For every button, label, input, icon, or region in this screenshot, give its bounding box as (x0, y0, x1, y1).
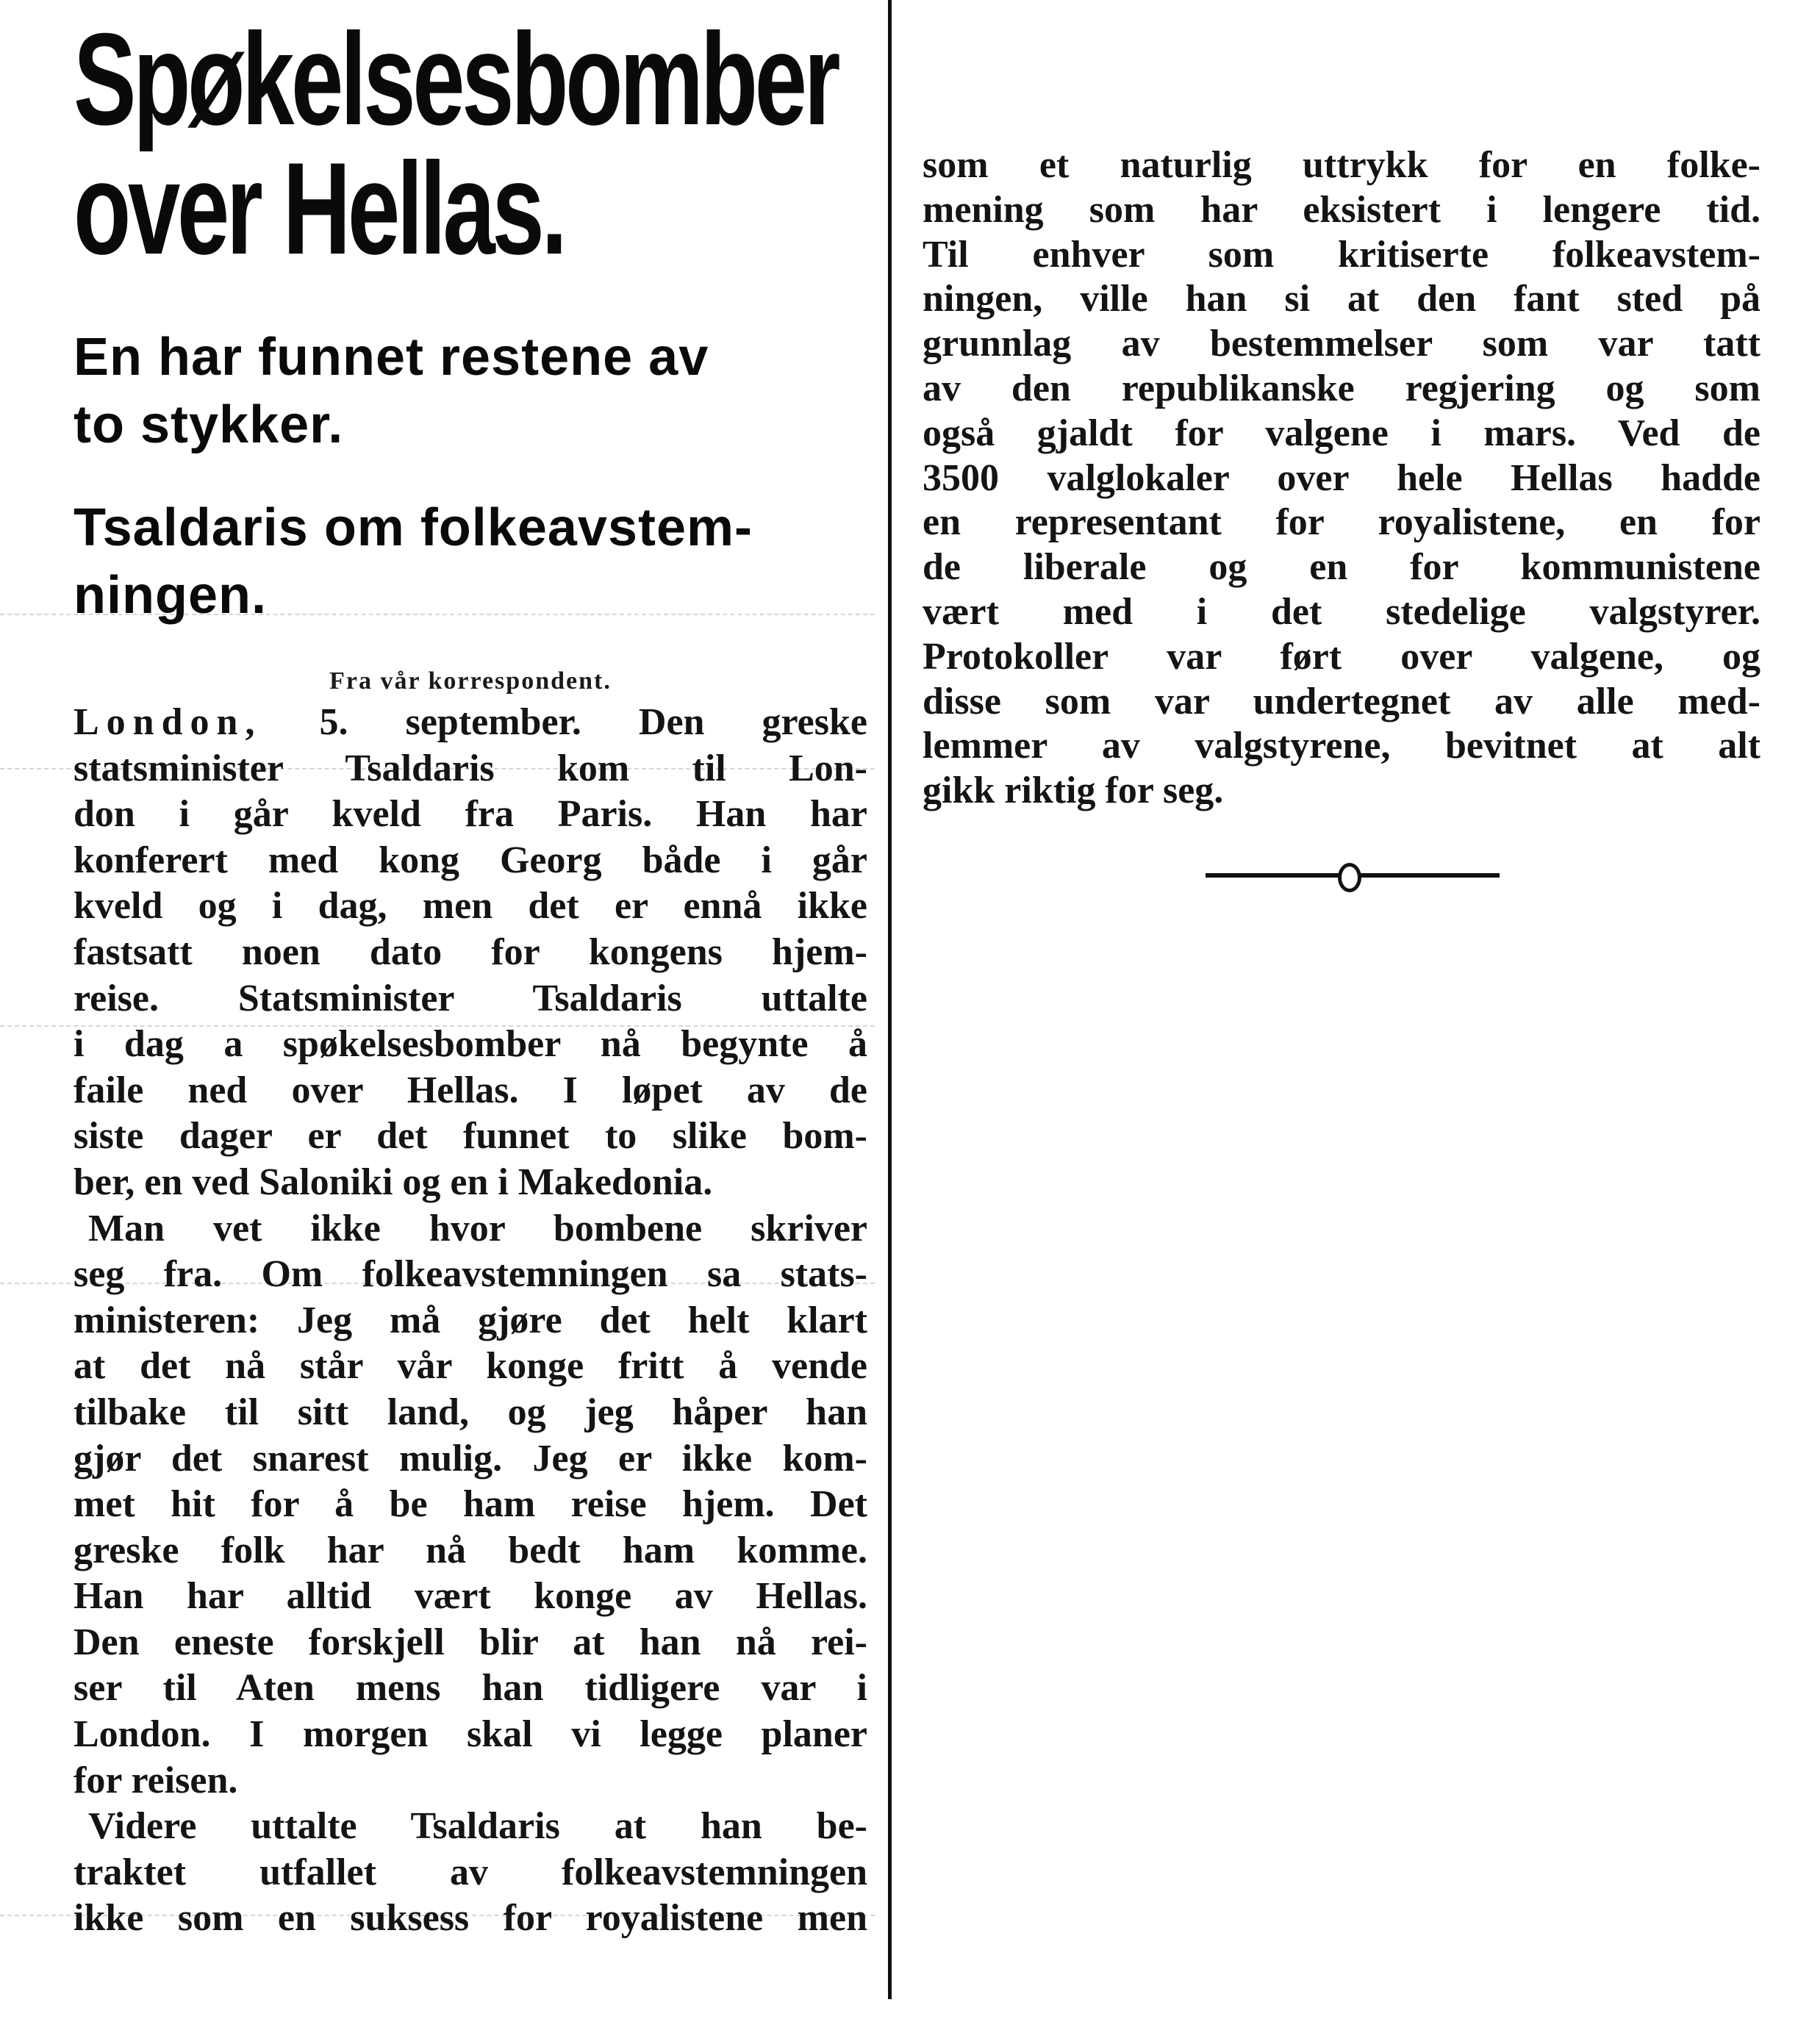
body-line: for reisen. (74, 1759, 238, 1801)
body-line: faile ned over Hellas. I løpet av de (74, 1069, 867, 1111)
headline (74, 6, 867, 282)
body-line: mening som har eksistert i lengere tid. (923, 188, 1761, 231)
byline: Fra vår korrespondent. (329, 667, 612, 695)
body-line: at det nå står vår konge fritt å vende (74, 1345, 867, 1388)
subheadline-1 (74, 323, 867, 459)
article-body-right (923, 143, 1761, 814)
subheadline-1-line-1: En har funnet restene av (74, 328, 709, 387)
subheadline-2-line-1: Tsaldaris om folkeavstem- (74, 498, 753, 557)
body-line (74, 700, 867, 746)
body-line: Protokoller var ført over valgene, og (923, 635, 1761, 678)
body-line: ser til Aten mens han tidligere var i (74, 1667, 867, 1710)
end-ornament-icon (1338, 863, 1361, 892)
headline-line-1: Spøkelsesbomber (74, 6, 838, 152)
body-line: Den eneste forskjell blir at han nå rei- (74, 1621, 867, 1663)
left-column (74, 6, 867, 1942)
body-line: don i går kveld fra Paris. Han har (74, 793, 867, 836)
dateline: London, (74, 701, 262, 743)
body-line: statsminister Tsaldaris kom til Lon- (74, 747, 867, 789)
article-body-left (74, 700, 867, 1942)
body-line: tilbake til sitt land, og jeg håper han (74, 1391, 867, 1433)
body-line: met hit for å be ham reise hjem. Det (74, 1483, 867, 1526)
subheadline-2-line-2: ningen. (74, 566, 267, 625)
body-line: ministeren: Jeg må gjøre det helt klart (74, 1299, 867, 1341)
body-line: fastsatt noen dato for kongens hjem- (74, 930, 867, 973)
body-line: i dag a spøkelsesbomber nå begynte å (74, 1023, 867, 1066)
body-line: også gjaldt for valgene i mars. Ved de (923, 412, 1761, 454)
body-line: Videre uttalte Tsaldaris at han be- (88, 1805, 867, 1848)
subheadline-2 (74, 494, 867, 629)
body-line: vært med i det stedelige valgstyrer. (923, 590, 1761, 633)
subheadline-1-line-2: to stykker. (74, 395, 344, 454)
body-line: traktet utfallet av folkeavstemningen (74, 1851, 867, 1893)
column-divider (888, 0, 892, 1999)
body-line: ningen, ville han si at den fant sted på (923, 278, 1761, 320)
body-line: siste dager er det funnet to slike bom- (74, 1115, 867, 1158)
body-line: 3500 valglokaler over hele Hellas hadde (923, 456, 1761, 499)
headline-line-2: over Hellas. (74, 135, 565, 282)
body-line: ber, en ved Saloniki og en i Makedonia. (74, 1161, 713, 1203)
body-line-text: 5. september. Den greske (262, 701, 867, 743)
body-line: konferert med kong Georg både i går (74, 839, 867, 881)
body-line: gikk riktig for seg. (923, 770, 1224, 812)
body-line: av den republikanske regjering og som (923, 367, 1761, 409)
body-line: lemmer av valgstyrene, bevitnet at alt (923, 725, 1761, 767)
body-line: disse som var undertegnet av alle med- (923, 680, 1761, 722)
body-line: ikke som en suksess for royalistene men (74, 1897, 867, 1940)
body-line: seg fra. Om folkeavstemningen sa stats- (74, 1253, 867, 1296)
body-line: gjør det snarest mulig. Jeg er ikke kom- (74, 1437, 867, 1480)
article-end-rule (1206, 873, 1500, 878)
body-line: grunnlag av bestemmelser som var tatt (923, 323, 1761, 365)
body-line: Til enhver som kritiserte folkeavstem- (923, 233, 1761, 276)
body-line: kveld og i dag, men det er ennå ikke (74, 885, 867, 928)
right-column (923, 143, 1761, 814)
body-line: en representant for royalistene, en for (923, 501, 1761, 544)
body-line: Man vet ikke hvor bombene skriver (88, 1207, 867, 1249)
body-line: reise. Statsminister Tsaldaris uttalte (74, 977, 867, 1019)
body-line: London. I morgen skal vi legge planer (74, 1713, 867, 1756)
body-line: Han har alltid vært konge av Hellas. (74, 1575, 867, 1618)
body-line: greske folk har nå bedt ham komme. (74, 1529, 867, 1571)
body-line: de liberale og en for kommunistene (923, 546, 1761, 589)
body-line: som et naturlig uttrykk for en folke- (923, 144, 1761, 186)
